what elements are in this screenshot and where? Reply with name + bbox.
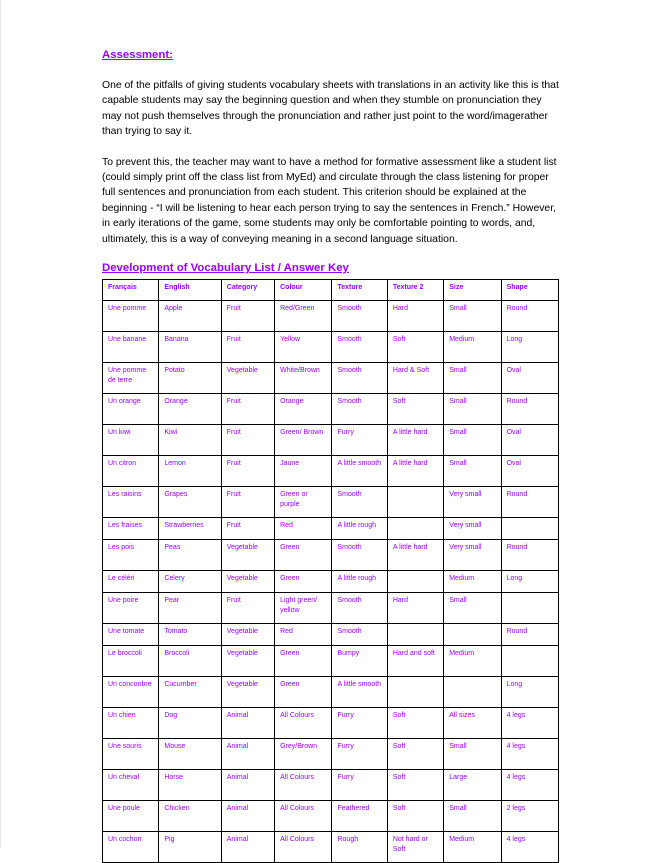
cell-category: Fruit — [221, 301, 274, 332]
cell-size — [444, 624, 501, 646]
cell-colour: Orange — [275, 394, 332, 425]
cell-category: Vegetable — [221, 677, 274, 708]
assessment-heading: Assessment: — [102, 49, 173, 61]
cell-texture-2 — [387, 487, 443, 518]
cell-category: Fruit — [221, 332, 274, 363]
cell-size: Small — [444, 456, 501, 487]
table-row — [103, 540, 559, 571]
cell-category: Animal — [221, 708, 274, 739]
cell-francais: Un cochon — [103, 832, 159, 863]
cell-size: Medium — [444, 646, 501, 677]
table-row — [103, 708, 559, 739]
cell-francais: Une banane — [103, 332, 159, 363]
cell-category: Vegetable — [221, 624, 274, 646]
cell-size: Medium — [444, 571, 501, 593]
cell-texture-2: Soft — [387, 394, 443, 425]
table-row — [103, 593, 559, 624]
cell-texture: Bumpy — [332, 646, 387, 677]
cell-colour: Red — [275, 518, 332, 540]
cell-colour: Green — [275, 540, 332, 571]
column-header-texture: Texture — [332, 280, 387, 301]
assessment-paragraph-1: One of the pitfalls of giving students vocabulary sheets with translations in an activity like this is that capable students may say the beginning question and when they stumble on pronunciation they may not push themselves through the pronunciation and rather just point to the word/imagerather than trying to say it. — [102, 80, 559, 138]
cell-size: Large — [444, 770, 501, 801]
vocab-table-header-row — [103, 280, 559, 301]
cell-size: Small — [444, 301, 501, 332]
cell-size: Small — [444, 739, 501, 770]
cell-texture-2 — [387, 518, 443, 540]
cell-francais: Une tomate — [103, 624, 159, 646]
cell-colour: Red — [275, 624, 332, 646]
cell-francais: Un chien — [103, 708, 159, 739]
cell-texture-2 — [387, 677, 443, 708]
cell-english: Lemon — [159, 456, 221, 487]
cell-texture: Smooth — [332, 394, 387, 425]
cell-shape: 4 legs — [501, 770, 558, 801]
cell-english: Orange — [159, 394, 221, 425]
table-row — [103, 624, 559, 646]
cell-category: Fruit — [221, 518, 274, 540]
cell-colour: Grey/Brown — [275, 739, 332, 770]
cell-shape: 4 legs — [501, 832, 558, 863]
cell-english: Apple — [159, 301, 221, 332]
cell-texture-2: A little hard — [387, 456, 443, 487]
cell-francais: Une pomme — [103, 301, 159, 332]
table-row — [103, 518, 559, 540]
cell-size: All sizes — [444, 708, 501, 739]
cell-size: Very small — [444, 518, 501, 540]
cell-texture: Smooth — [332, 363, 387, 394]
cell-colour: Green — [275, 646, 332, 677]
cell-texture: Smooth — [332, 332, 387, 363]
cell-size: Medium — [444, 832, 501, 863]
cell-shape: Oval — [501, 425, 558, 456]
cell-shape: Long — [501, 571, 558, 593]
cell-size — [444, 677, 501, 708]
cell-shape: Round — [501, 540, 558, 571]
cell-size: Small — [444, 363, 501, 394]
cell-english: Pig — [159, 832, 221, 863]
cell-colour: Light green/ yellow — [275, 593, 332, 624]
table-row — [103, 425, 559, 456]
cell-francais: Un cheval — [103, 770, 159, 801]
cell-texture-2: Soft — [387, 801, 443, 832]
cell-texture-2: Soft — [387, 770, 443, 801]
cell-shape — [501, 593, 558, 624]
table-row — [103, 739, 559, 770]
cell-colour: All Colours — [275, 801, 332, 832]
cell-francais: Les raisins — [103, 487, 159, 518]
table-row — [103, 487, 559, 518]
cell-texture: A little smooth — [332, 456, 387, 487]
cell-category: Fruit — [221, 593, 274, 624]
cell-colour: All Colours — [275, 770, 332, 801]
cell-colour: Jaune — [275, 456, 332, 487]
cell-english: Kiwi — [159, 425, 221, 456]
cell-shape: Round — [501, 394, 558, 425]
cell-colour: All Colours — [275, 708, 332, 739]
cell-texture: A little rough — [332, 518, 387, 540]
cell-english: Horse — [159, 770, 221, 801]
cell-francais: Le céléri — [103, 571, 159, 593]
cell-shape: 4 legs — [501, 739, 558, 770]
cell-francais: Le broccoli — [103, 646, 159, 677]
cell-texture-2: Hard — [387, 301, 443, 332]
table-row — [103, 646, 559, 677]
cell-texture: Smooth — [332, 301, 387, 332]
cell-shape: Oval — [501, 456, 558, 487]
table-row — [103, 801, 559, 832]
cell-category: Fruit — [221, 394, 274, 425]
cell-texture: Smooth — [332, 487, 387, 518]
cell-shape — [501, 518, 558, 540]
table-row — [103, 456, 559, 487]
cell-colour: All Colours — [275, 832, 332, 863]
cell-texture: Furry — [332, 425, 387, 456]
cell-shape: Round — [501, 624, 558, 646]
column-header-category: Category — [221, 280, 274, 301]
cell-texture: Furry — [332, 739, 387, 770]
cell-colour: Green or purple — [275, 487, 332, 518]
cell-texture-2: Not hard or Soft — [387, 832, 443, 863]
cell-shape: Oval — [501, 363, 558, 394]
cell-shape: Long — [501, 677, 558, 708]
cell-texture: A little rough — [332, 571, 387, 593]
cell-english: Pear — [159, 593, 221, 624]
cell-texture: Feathered — [332, 801, 387, 832]
column-header-francais: Français — [103, 280, 159, 301]
cell-texture: Furry — [332, 770, 387, 801]
cell-colour: Yellow — [275, 332, 332, 363]
table-row — [103, 677, 559, 708]
cell-size: Medium — [444, 332, 501, 363]
column-header-shape: Shape — [501, 280, 558, 301]
cell-texture-2: Hard — [387, 593, 443, 624]
cell-english: Broccoli — [159, 646, 221, 677]
cell-category: Fruit — [221, 487, 274, 518]
cell-size: Very small — [444, 540, 501, 571]
cell-category: Vegetable — [221, 646, 274, 677]
cell-category: Vegetable — [221, 540, 274, 571]
table-row — [103, 363, 559, 394]
cell-colour: Red/Green — [275, 301, 332, 332]
cell-colour: Green/ Brown — [275, 425, 332, 456]
cell-shape: Round — [501, 487, 558, 518]
cell-category: Vegetable — [221, 571, 274, 593]
cell-texture-2: Soft — [387, 708, 443, 739]
cell-shape: 4 legs — [501, 708, 558, 739]
cell-english: Potato — [159, 363, 221, 394]
cell-english: Cucumber — [159, 677, 221, 708]
cell-category: Fruit — [221, 456, 274, 487]
cell-size: Small — [444, 801, 501, 832]
cell-english: Banana — [159, 332, 221, 363]
cell-category: Animal — [221, 770, 274, 801]
cell-francais: Une poire — [103, 593, 159, 624]
cell-category: Animal — [221, 801, 274, 832]
cell-english: Mouse — [159, 739, 221, 770]
cell-category: Animal — [221, 739, 274, 770]
cell-shape: 2 legs — [501, 801, 558, 832]
cell-francais: Une souris — [103, 739, 159, 770]
cell-texture-2 — [387, 571, 443, 593]
cell-english: Tomato — [159, 624, 221, 646]
column-header-size: Size — [444, 280, 501, 301]
cell-francais: Les fraises — [103, 518, 159, 540]
cell-shape — [501, 646, 558, 677]
cell-texture-2 — [387, 624, 443, 646]
cell-english: Strawberries — [159, 518, 221, 540]
cell-english: Celery — [159, 571, 221, 593]
table-row — [103, 394, 559, 425]
cell-texture: A little smooth — [332, 677, 387, 708]
cell-size: Small — [444, 394, 501, 425]
cell-size: Small — [444, 593, 501, 624]
cell-texture: Rough — [332, 832, 387, 863]
vocab-heading: Development of Vocabulary List / Answer Key — [102, 262, 349, 275]
cell-colour: White/Brown — [275, 363, 332, 394]
column-header-colour: Colour — [275, 280, 332, 301]
cell-shape: Long — [501, 332, 558, 363]
cell-texture-2: Hard & Soft — [387, 363, 443, 394]
cell-english: Peas — [159, 540, 221, 571]
vocab-table — [102, 279, 559, 863]
cell-francais: Un citron — [103, 456, 159, 487]
cell-texture-2: Soft — [387, 332, 443, 363]
cell-francais: Un kiwi — [103, 425, 159, 456]
cell-texture: Smooth — [332, 540, 387, 571]
cell-size: Very small — [444, 487, 501, 518]
table-row — [103, 832, 559, 863]
cell-francais: Les pois — [103, 540, 159, 571]
cell-english: Chicken — [159, 801, 221, 832]
cell-english: Grapes — [159, 487, 221, 518]
table-row — [103, 301, 559, 332]
table-row — [103, 332, 559, 363]
cell-shape: Round — [501, 301, 558, 332]
cell-texture: Furry — [332, 708, 387, 739]
cell-texture-2: Soft — [387, 739, 443, 770]
cell-francais: Une pomme de terre — [103, 363, 159, 394]
cell-category: Animal — [221, 832, 274, 863]
cell-category: Vegetable — [221, 363, 274, 394]
column-header-english: English — [159, 280, 221, 301]
table-row — [103, 770, 559, 801]
cell-francais: Un conconbre — [103, 677, 159, 708]
cell-category: Fruit — [221, 425, 274, 456]
document-content — [102, 48, 562, 863]
column-header-texture-2: Texture 2 — [387, 280, 443, 301]
cell-colour: Green — [275, 571, 332, 593]
cell-francais: Une poule — [103, 801, 159, 832]
cell-francais: Un orange — [103, 394, 159, 425]
cell-texture-2: Hard and soft — [387, 646, 443, 677]
cell-texture: Smooth — [332, 624, 387, 646]
table-row — [103, 571, 559, 593]
cell-colour: Green — [275, 677, 332, 708]
assessment-paragraph-2: To prevent this, the teacher may want to have a method for formative assessment like a student list (could simply print off the class list from MyEd) and circulate through the class listening for proper full sentences and pronunciation from each student. This criterion should be explained at the beginning - “I will be listening to hear each person trying to say the sentences in French.” However, in early iterations of the game, some students may only be comfortable pointing to words, and, ultimately, this is a way of conveying meaning in a second language situation. — [102, 156, 557, 245]
cell-texture-2: A little hard — [387, 425, 443, 456]
cell-texture: Smooth — [332, 593, 387, 624]
cell-texture-2: A little hard — [387, 540, 443, 571]
cell-size: Small — [444, 425, 501, 456]
cell-english: Dog — [159, 708, 221, 739]
